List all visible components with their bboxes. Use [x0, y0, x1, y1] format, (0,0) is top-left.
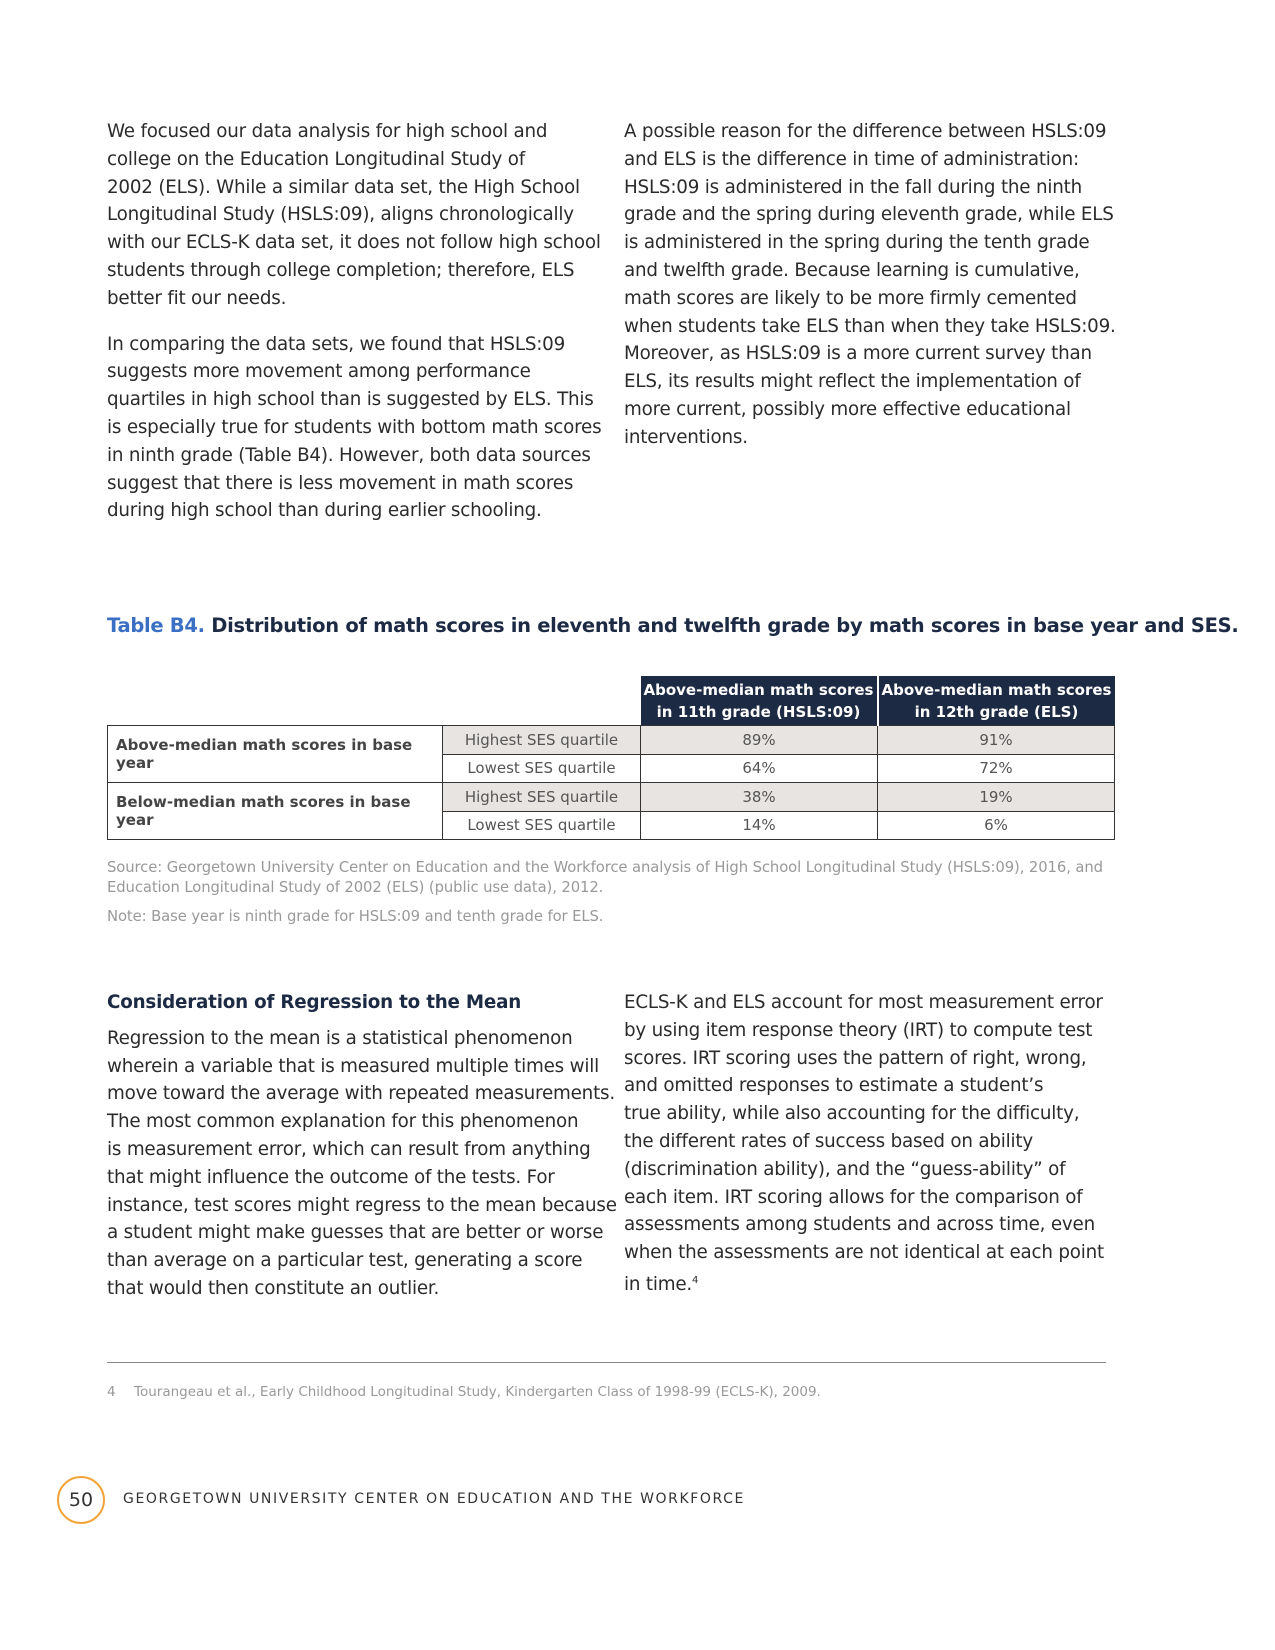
section-heading: Consideration of Regression to the Mean: [107, 992, 522, 1013]
paragraph: [107, 1025, 617, 1303]
text-line: (discrimination ability), and the “guess-ability” of: [624, 1158, 1066, 1180]
footnote-divider: [107, 1362, 1106, 1363]
page-number: 50: [57, 1476, 105, 1524]
table-header-row: [108, 676, 1115, 726]
section-body-right: [624, 989, 1104, 1299]
text-line: that would then constitute an outlier.: [107, 1277, 440, 1299]
left-column-bottom: [107, 989, 617, 1303]
text-line: ELS, its results might reflect the implementation of: [624, 371, 1081, 393]
text-line: ECLS-K and ELS account for most measurement error: [624, 992, 1103, 1013]
text-line: is especially true for students with bottom math scores: [107, 416, 602, 438]
text-line: in time.$^4$: [624, 1274, 699, 1296]
source-line: Source: Georgetown University Center on Education and the Workforce analysis of High School Longitudinal Study (HSLS:09), 2016, and: [107, 859, 1103, 876]
header-line: Above-median math scores: [643, 680, 874, 699]
text-line: when the assessments are not identical at each point: [624, 1242, 1105, 1264]
text-line: HSLS:09 is administered in the fall during the ninth: [624, 176, 1082, 198]
text-line: Moreover, as HSLS:09 is a more current survey than: [624, 343, 1092, 365]
text-line: and omitted responses to estimate a student’s: [624, 1075, 1044, 1097]
text-line: when students take ELS than when they take HSLS:09.: [624, 315, 1116, 337]
header-line: in 12th grade (ELS): [914, 702, 1079, 721]
text-line: college on the Education Longitudinal Study of: [107, 148, 525, 170]
ses-cell: Highest SES quartile: [443, 783, 641, 812]
group-label: Above-median math scores in base year: [108, 726, 443, 783]
ses-cell: Lowest SES quartile: [443, 811, 641, 840]
paragraph: [107, 118, 601, 313]
els-cell: 6%: [878, 811, 1115, 840]
footnote: [107, 1384, 821, 1400]
paragraph: [624, 118, 1116, 452]
header-hsls: [641, 676, 878, 726]
text-line: suggests more movement among performance: [107, 361, 531, 383]
text-line: Longitudinal Study (HSLS:09), aligns chronologically: [107, 204, 574, 226]
text-line: move toward the average with repeated measurements.: [107, 1083, 615, 1105]
els-cell: 19%: [878, 783, 1115, 812]
ses-cell: Highest SES quartile: [443, 726, 641, 755]
table-caption: [107, 614, 1238, 637]
source-line: Education Longitudinal Study of 2002 (ELS) (public use data), 2012.: [107, 879, 604, 896]
hsls-cell: 89%: [641, 726, 878, 755]
text-line: 2002 (ELS). While a similar data set, the High School: [107, 176, 580, 198]
footer-org: GEORGETOWN UNIVERSITY CENTER ON EDUCATION AND THE WORKFORCE: [123, 1491, 745, 1507]
text-line: instance, test scores might regress to the mean because: [107, 1194, 617, 1216]
table-title: Distribution of math scores in eleventh and twelfth grade by math scores in base year and SES.: [204, 614, 1239, 637]
text-line: and ELS is the difference in time of administration:: [624, 148, 1080, 170]
text-line: the different rates of success based on ability: [624, 1130, 1033, 1152]
text-line: is administered in the spring during the tenth grade: [624, 232, 1090, 254]
text-line: grade and the spring during eleventh grade, while ELS: [624, 204, 1114, 226]
text-line: true ability, while also accounting for the difficulty,: [624, 1103, 1080, 1125]
right-column-top: [624, 118, 1116, 452]
group-label: Below-median math scores in base year: [108, 783, 443, 840]
text-line: in ninth grade (Table B4). However, both data sources: [107, 444, 591, 466]
text-line: In comparing the data sets, we found that HSLS:09: [107, 333, 566, 355]
els-cell: 91%: [878, 726, 1115, 755]
hsls-cell: 38%: [641, 783, 878, 812]
ses-cell: Lowest SES quartile: [443, 754, 641, 783]
left-column-top: [107, 118, 601, 525]
text-line: each item. IRT scoring allows for the comparison of: [624, 1186, 1083, 1208]
text-line: by using item response theory (IRT) to compute test: [624, 1019, 1093, 1041]
text-line: A possible reason for the difference between HSLS:09: [624, 121, 1107, 142]
footnote-text: Tourangeau et al., Early Childhood Longitudinal Study, Kindergarten Class of 1998-99 (ECLS-K), 2009.: [134, 1384, 821, 1400]
right-column-bottom: [624, 989, 1104, 1299]
text-line: better fit our needs.: [107, 287, 287, 309]
table-row: [108, 783, 1115, 812]
text-line: math scores are likely to be more firmly cemented: [624, 287, 1077, 309]
text-line: We focused our data analysis for high school and: [107, 121, 548, 142]
text-line: quartiles in high school than is suggested by ELS. This: [107, 389, 594, 411]
header-line: in 11th grade (HSLS:09): [656, 702, 861, 721]
text-line: during high school than during earlier schooling.: [107, 500, 542, 522]
text-line: students through college completion; therefore, ELS: [107, 259, 575, 281]
table-note: Note: Base year is ninth grade for HSLS:09 and tenth grade for ELS.: [107, 908, 604, 925]
text-line: with our ECLS-K data set, it does not follow high school: [107, 232, 601, 254]
text-line: a student might make guesses that are better or worse: [107, 1222, 604, 1244]
text-line: The most common explanation for this phenomenon: [107, 1111, 579, 1133]
text-line: than average on a particular test, generating a score: [107, 1250, 583, 1272]
text-line: is measurement error, which can result from anything: [107, 1138, 591, 1160]
paragraph-gap: [107, 313, 601, 331]
paragraph: [107, 331, 601, 526]
section-body: [107, 1025, 617, 1303]
paragraph: [624, 989, 1104, 1299]
table-source: [107, 858, 1103, 898]
els-cell: 72%: [878, 754, 1115, 783]
text-line: and twelfth grade. Because learning is cumulative,: [624, 259, 1080, 281]
hsls-cell: 14%: [641, 811, 878, 840]
text-line: interventions.: [624, 426, 748, 448]
text-line: more current, possibly more effective educational: [624, 398, 1071, 420]
hsls-cell: 64%: [641, 754, 878, 783]
text-line: suggest that there is less movement in math scores: [107, 472, 574, 494]
table-label: Table B4.: [107, 614, 205, 637]
footnote-number: 4: [107, 1384, 116, 1400]
data-table: [107, 676, 1115, 840]
text-line: Regression to the mean is a statistical phenomenon: [107, 1027, 573, 1049]
table-row: [108, 726, 1115, 755]
header-els: [878, 676, 1115, 726]
footnote-ref: 4: [692, 1274, 699, 1286]
text-line: scores. IRT scoring uses the pattern of right, wrong,: [624, 1047, 1087, 1069]
text-line: that might influence the outcome of the tests. For: [107, 1166, 555, 1188]
text-line: assessments among students and across time, even: [624, 1214, 1095, 1236]
header-line: Above-median math scores: [881, 680, 1112, 699]
text-line: wherein a variable that is measured multiple times will: [107, 1055, 599, 1077]
